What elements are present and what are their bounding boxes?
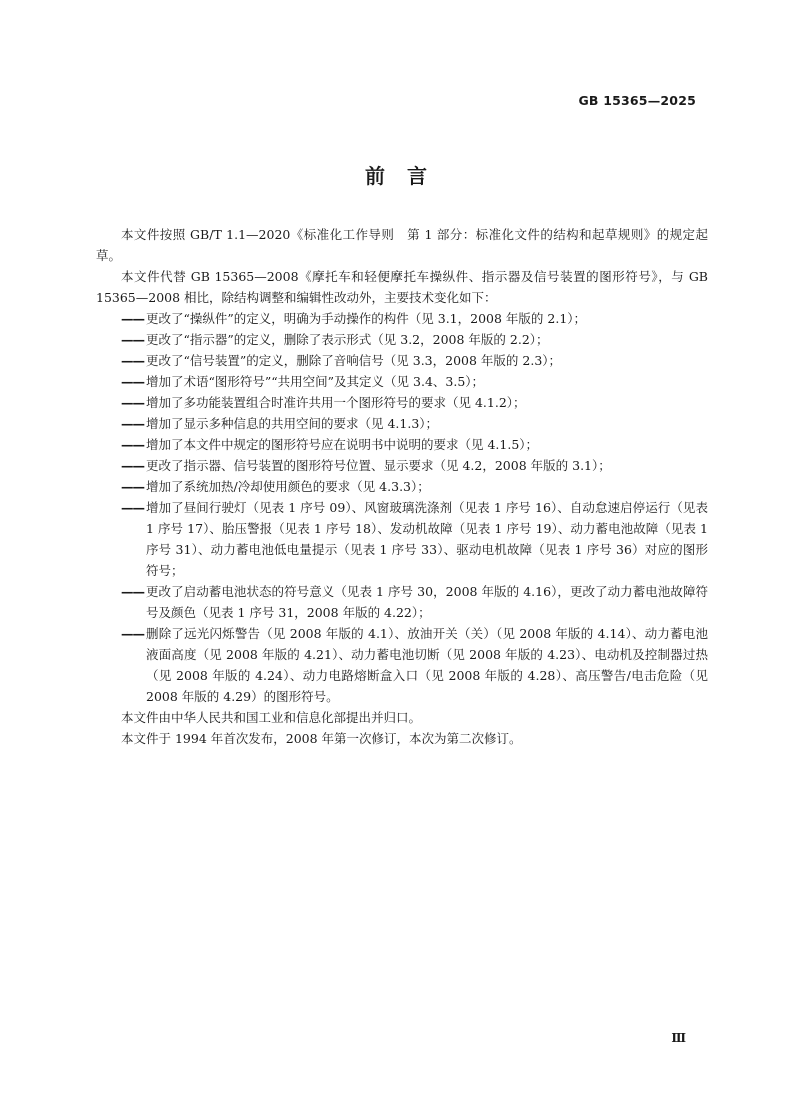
intro-paragraph: 本文件按照 GB/T 1.1—2020《标准化工作导则 第 1 部分：标准化文件的结构和起草规则》的规定起草。 xyxy=(96,227,708,263)
intro-paragraph: 本文件代替 GB 15365—2008《摩托车和轻便摩托车操纵件、指示器及信号装置的图形符号》，与 GB 15365—2008 相比，除结构调整和编辑性改动外，主要技术变化如下： xyxy=(96,269,708,305)
list-item-text: 更改了“指示器”的定义，删除了表示形式（见 3.2，2008 年版的 2.2）； xyxy=(146,332,549,347)
list-item xyxy=(96,329,708,350)
standard-number: GB 15365—2025 xyxy=(578,93,696,108)
list-item xyxy=(96,392,708,413)
list-item xyxy=(96,413,708,434)
dash-marker: —— xyxy=(121,479,144,494)
list-item-text: 更改了指示器、信号装置的图形符号位置、显示要求（见 4.2，2008 年版的 3.1）； xyxy=(146,458,611,473)
closing-paragraph: 本文件由中华人民共和国工业和信息化部提出并归口。 xyxy=(121,710,422,725)
list-item xyxy=(96,497,708,581)
list-item-text: 增加了本文件中规定的图形符号应在说明书中说明的要求（见 4.1.5）； xyxy=(146,437,539,452)
dash-marker: —— xyxy=(121,395,144,410)
dash-marker: —— xyxy=(121,500,144,515)
list-item xyxy=(96,371,708,392)
dash-marker: —— xyxy=(121,353,144,368)
list-item-text: 删除了远光闪烁警告（见 2008 年版的 4.1）、放油开关（关）（见 2008 年版的 4.14）、动力蓄电池液面高度（见 2008 年版的 4.21）、动力蓄电池切断（见 2008 年版的 4.23）、电动机及控制器过热（见 2008 年版的 4.24）、动力电路熔断盒入口（见 2008 年版的 4.28）、高压警告/电击危险（见 2008 年版的 4.29）的图形符号。 xyxy=(146,626,708,704)
page-title: 前言 xyxy=(365,164,449,188)
list-item-text: 更改了启动蓄电池状态的符号意义（见表 1 序号 30，2008 年版的 4.16），更改了动力蓄电池故障符号及颜色（见表 1 序号 31，2008 年版的 4.22）； xyxy=(146,584,708,620)
dash-marker: —— xyxy=(121,311,144,326)
dash-marker: —— xyxy=(121,374,144,389)
page-number: Ⅲ xyxy=(671,1031,686,1045)
closing-paragraph: 本文件于 1994 年首次发布，2008 年第一次修订，本次为第二次修订。 xyxy=(121,731,522,746)
list-item-text: 增加了显示多种信息的共用空间的要求（见 4.1.3）； xyxy=(146,416,439,431)
dash-marker: —— xyxy=(121,416,144,431)
list-item xyxy=(96,581,708,623)
change-list xyxy=(96,308,708,707)
dash-marker: —— xyxy=(121,332,144,347)
list-item xyxy=(96,434,708,455)
list-item xyxy=(96,455,708,476)
list-item-text: 增加了术语“图形符号”“共用空间”及其定义（见 3.4、3.5）； xyxy=(146,374,485,389)
dash-marker: —— xyxy=(121,626,144,641)
list-item-text: 增加了多功能装置组合时准许共用一个图形符号的要求（见 4.1.2）； xyxy=(146,395,526,410)
list-item xyxy=(96,623,708,707)
list-item-text: 更改了“信号装置”的定义，删除了音响信号（见 3.3，2008 年版的 2.3）； xyxy=(146,353,562,368)
list-item-text: 增加了系统加热/冷却使用颜色的要求（见 4.3.3）； xyxy=(146,479,430,494)
list-item xyxy=(96,308,708,329)
list-item-text: 更改了“操纵件”的定义，明确为手动操作的构件（见 3.1，2008 年版的 2.1）； xyxy=(146,311,587,326)
list-item xyxy=(96,476,708,497)
list-item-text: 增加了昼间行驶灯（见表 1 序号 09）、风窗玻璃洗涤剂（见表 1 序号 16）、自动怠速启停运行（见表 1 序号 17）、胎压警报（见表 1 序号 18）、发动机故障（见表 1 序号 19）、动力蓄电池故障（见表 1 序号 31）、动力蓄电池低电量提示（见表 1 序号 33）、驱动电机故障（见表 1 序号 36）对应的图形符号； xyxy=(146,500,708,578)
document-body xyxy=(96,224,708,749)
list-item xyxy=(96,350,708,371)
dash-marker: —— xyxy=(121,458,144,473)
dash-marker: —— xyxy=(121,584,144,599)
dash-marker: —— xyxy=(121,437,144,452)
